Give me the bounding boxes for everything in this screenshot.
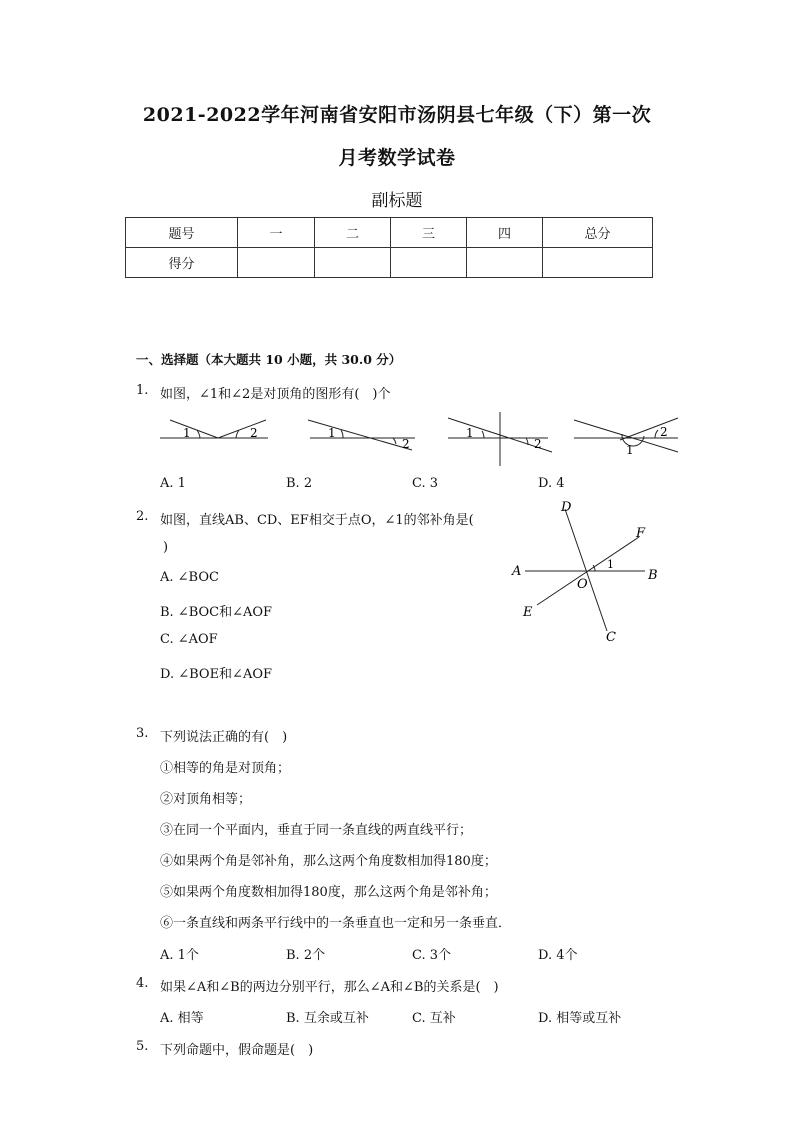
q3-item: ⑥一条直线和两条平行线中的一条垂直也一定和另一条垂直． [160, 916, 512, 931]
q1-fig-label: 2 [660, 425, 668, 439]
score-input-cell[interactable] [543, 248, 653, 278]
q1-fig-label: 1 [466, 426, 474, 440]
q2-label-a: A [512, 564, 522, 579]
exam-subtitle: 副标题 [371, 191, 423, 211]
q2-label-1: 1 [607, 558, 614, 571]
score-input-cell[interactable] [315, 248, 391, 278]
score-cell: 四 [467, 218, 543, 248]
q5-stem: 下列命题中，假命题是( ) [160, 1043, 314, 1058]
q2-label-d: D [561, 500, 572, 515]
q2-stem-line2: ) [163, 540, 169, 555]
q4-option-c[interactable]: C. 互补 [412, 1011, 456, 1026]
score-input-cell[interactable] [238, 248, 315, 278]
q3-option-a[interactable]: A. 1个 [160, 948, 199, 963]
q1-number: 1. [136, 383, 149, 398]
exam-title-line1: 2021-2022学年河南省安阳市汤阴县七年级（下）第一次 [142, 104, 652, 126]
q1-option-d[interactable]: D. 4 [538, 476, 565, 491]
q1-figures [150, 410, 690, 470]
q2-number: 2. [136, 509, 149, 524]
q3-item: ①相等的角是对顶角； [160, 761, 291, 776]
section-heading: 一、选择题（本大题共 10 小题，共 30.0 分） [136, 352, 402, 367]
q2-option-c[interactable]: C. ∠AOF [160, 632, 218, 647]
q3-option-b[interactable]: B. 2个 [286, 948, 326, 963]
q2-label-c: C [606, 630, 616, 645]
score-cell: 三 [391, 218, 467, 248]
exam-title-line2: 月考数学试卷 [338, 147, 456, 169]
q2-label-b: B [648, 568, 658, 583]
q1-fig-label: 2 [250, 426, 258, 440]
q1-option-a[interactable]: A. 1 [160, 476, 186, 491]
q1-figure-b [308, 420, 415, 451]
q3-item: ⑤如果两个角度数相加得180度，那么这两个角是邻补角； [160, 885, 497, 900]
q4-option-d[interactable]: D. 相等或互补 [538, 1011, 622, 1026]
q2-figure [505, 495, 675, 650]
q1-fig-label: 1 [626, 443, 634, 457]
q2-label-e: E [523, 605, 533, 620]
q3-item: ②对顶角相等； [160, 792, 252, 807]
q3-number: 3. [136, 726, 149, 741]
q2-option-b[interactable]: B. ∠BOC和∠AOF [160, 605, 273, 620]
q3-option-c[interactable]: C. 3个 [412, 948, 452, 963]
score-input-cell[interactable] [391, 248, 467, 278]
q1-fig-label: 1 [328, 426, 336, 440]
q1-option-b[interactable]: B. 2 [286, 476, 313, 491]
q4-option-b[interactable]: B. 互余或互补 [286, 1011, 369, 1026]
q4-option-a[interactable]: A. 相等 [160, 1011, 204, 1026]
q2-label-o: O [577, 577, 588, 592]
q1-figure-a [160, 420, 268, 440]
q1-stem: 如图，∠1和∠2是对顶角的图形有( )个 [160, 387, 391, 402]
score-input-cell[interactable] [467, 248, 543, 278]
q1-figure-c [448, 412, 552, 466]
score-table-score-row [126, 248, 653, 278]
q1-fig-label: 2 [402, 437, 410, 451]
q4-number: 4. [136, 976, 149, 991]
q1-option-c[interactable]: C. 3 [412, 476, 439, 491]
q2-option-d[interactable]: D. ∠BOE和∠AOF [160, 667, 273, 682]
q3-item: ③在同一个平面内，垂直于同一条直线的两直线平行； [160, 823, 473, 838]
score-table-header-row [126, 218, 653, 248]
score-cell: 得分 [126, 248, 238, 278]
q1-fig-label: 1 [183, 426, 191, 440]
q1-fig-label: 2 [534, 437, 542, 451]
q3-item: ④如果两个角是邻补角，那么这两个角度数相加得180度； [160, 854, 497, 869]
q4-stem: 如果∠A和∠B的两边分别平行，那么∠A和∠B的关系是( ) [160, 980, 499, 995]
q2-label-f: F [636, 526, 646, 541]
score-table [125, 217, 653, 278]
score-cell: 二 [315, 218, 391, 248]
score-cell: 一 [238, 218, 315, 248]
q2-stem-line1: 如图，直线AB、CD、EF相交于点O，∠1的邻补角是( [160, 513, 474, 528]
q3-option-d[interactable]: D. 4个 [538, 948, 578, 963]
q3-stem: 下列说法正确的有( ) [160, 730, 288, 745]
q5-number: 5. [136, 1039, 149, 1054]
score-cell: 总分 [543, 218, 653, 248]
q1-figure-d [574, 418, 678, 457]
q2-option-a[interactable]: A. ∠BOC [160, 570, 219, 585]
score-cell: 题号 [126, 218, 238, 248]
